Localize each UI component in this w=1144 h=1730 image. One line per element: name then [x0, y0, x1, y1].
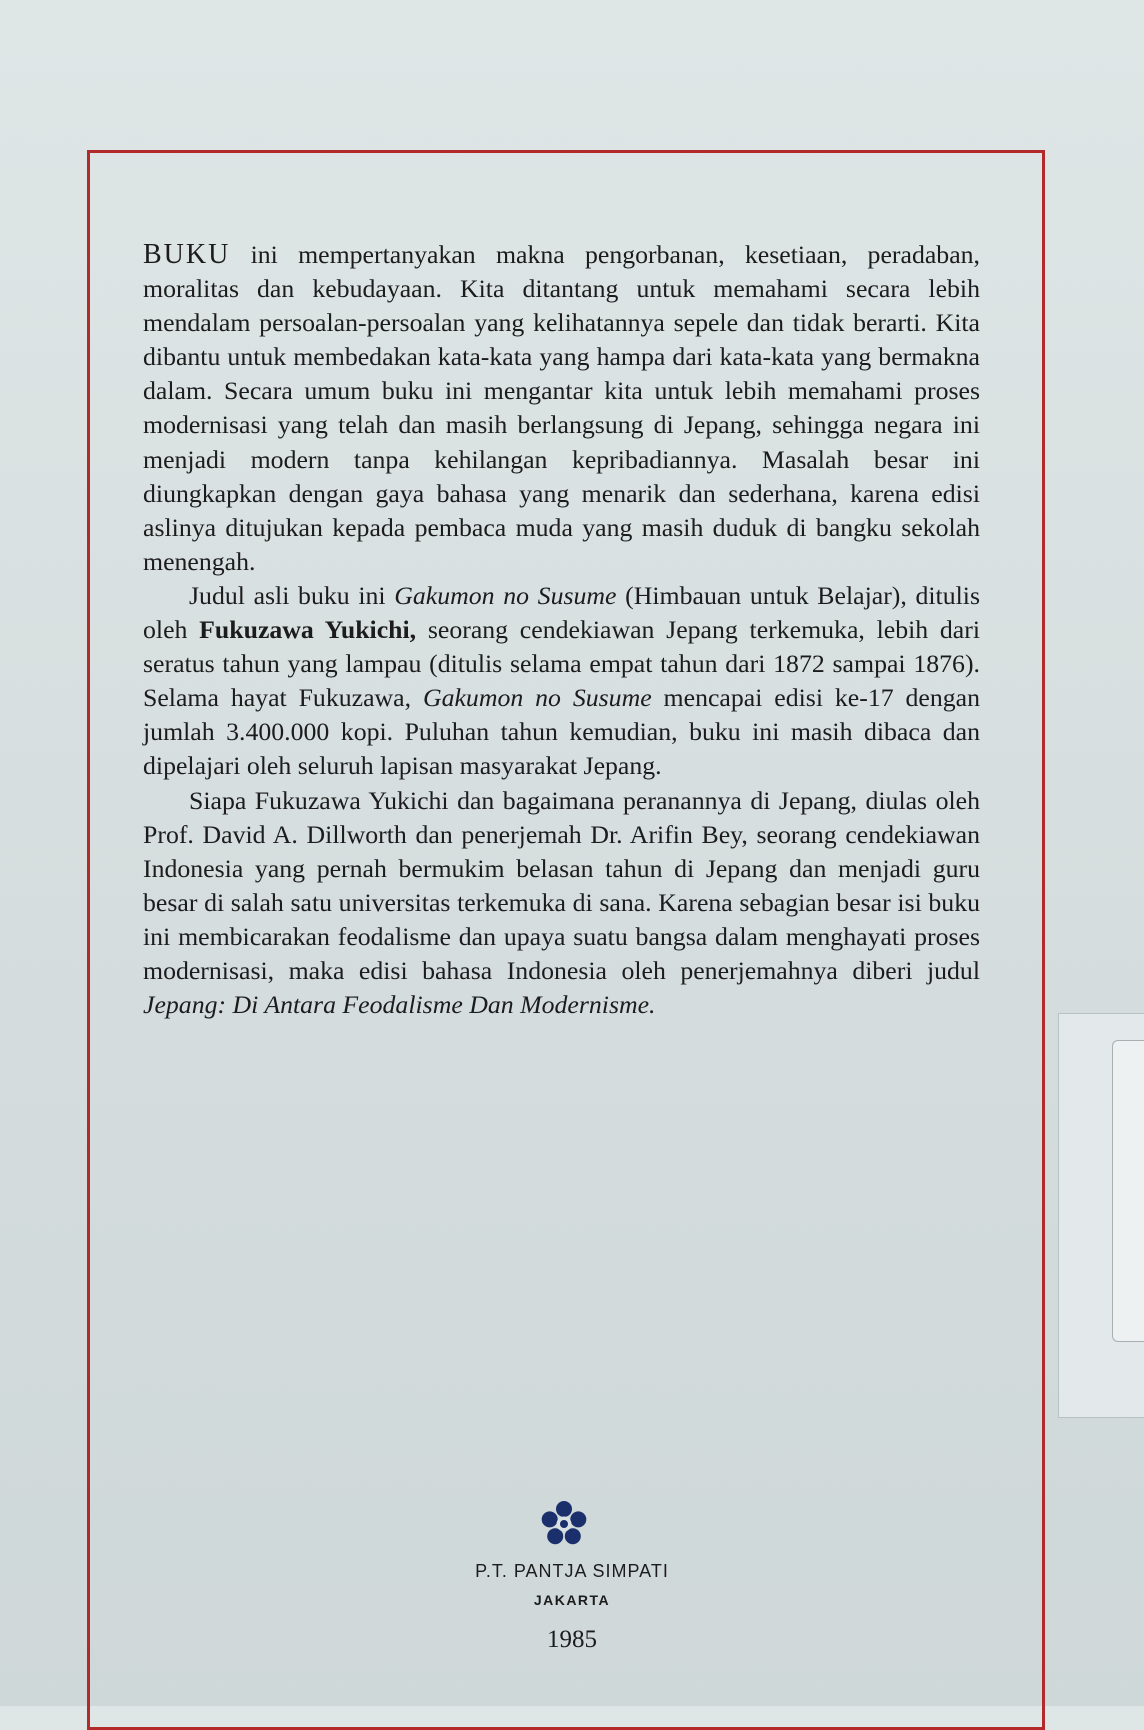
original-title-2: Gakumon no Susume: [422, 683, 652, 713]
back-cover-blurb: [143, 238, 980, 1022]
flower-logo-icon: [540, 1500, 588, 1548]
author-name: Fukuzawa Yukichi,: [199, 615, 417, 645]
lead-word: BUKU: [143, 239, 231, 270]
publisher-name: P.T. PANTJA SIMPATI: [475, 1561, 669, 1581]
blurb-paragraph-2: Judul asli buku ini Gakumon no Susume (Himbauan untuk Belajar), ditulis oleh Fukuzawa Yukichi, seorang cendekiawan Jepang terkemuka, lebih dari seratus tahun yang lampau (ditulis selama empat tahun dari 1872 sampai 1876). Selama hayat Fukuzawa, Gakumon no Susume mencapai edisi ke-17 dengan jumlah 3.400.000 kopi. Puluhan tahun kemudian, buku ini masih dibaca dan dipelajari oleh seluruh lapisan masyarakat Jepang.: [143, 580, 981, 781]
indonesian-title: Jepang: Di Antara Feodalisme Dan Modernisme.: [143, 990, 656, 1020]
library-label-sticker: [1112, 1040, 1144, 1342]
blurb-paragraph-1: BUKU ini mempertanyakan makna pengorbanan, kesetiaan, peradaban, moralitas dan kebudayaan. Kita ditantang untuk memahami secara lebih mendalam persoalan-persoalan yang kelihatannya sepele dan tidak berarti. Kita dibantu untuk membedakan kata-kata yang hampa dari kata-kata yang bermakna dalam. Secara umum buku ini mengantar kita untuk lebih memahami proses modernisasi yang telah dan masih berlangsung di Jepang, sehingga negara ini menjadi modern tanpa kehilangan kepribadiannya. Masalah besar ini diungkapkan dengan gaya bahasa yang menarik dan sederhana, karena edisi aslinya ditujukan kepada pembaca muda yang masih duduk di bangku sekolah menengah.: [143, 239, 980, 576]
blurb-paragraph-3: Siapa Fukuzawa Yukichi dan bagaimana peranannya di Jepang, diulas oleh Prof. David A. Dillworth dan penerjemah Dr. Arifin Bey, seorang cendekiawan Indonesia yang pernah bermukim belasan tahun di Jepang dan menjadi guru besar di salah satu universitas terkemuka di sana. Karena sebagian besar isi buku ini membicarakan feodalisme dan upaya suatu bangsa dalam menghayati proses modernisasi, maka edisi bahasa Indonesia oleh penerjemahnya diberi judul Jepang: Di Antara Feodalisme Dan Modernisme.: [143, 785, 980, 1020]
publisher-city: JAKARTA: [533, 1592, 611, 1608]
original-title: Gakumon no Susume: [394, 580, 617, 610]
publication-year: 1985: [547, 1626, 597, 1653]
